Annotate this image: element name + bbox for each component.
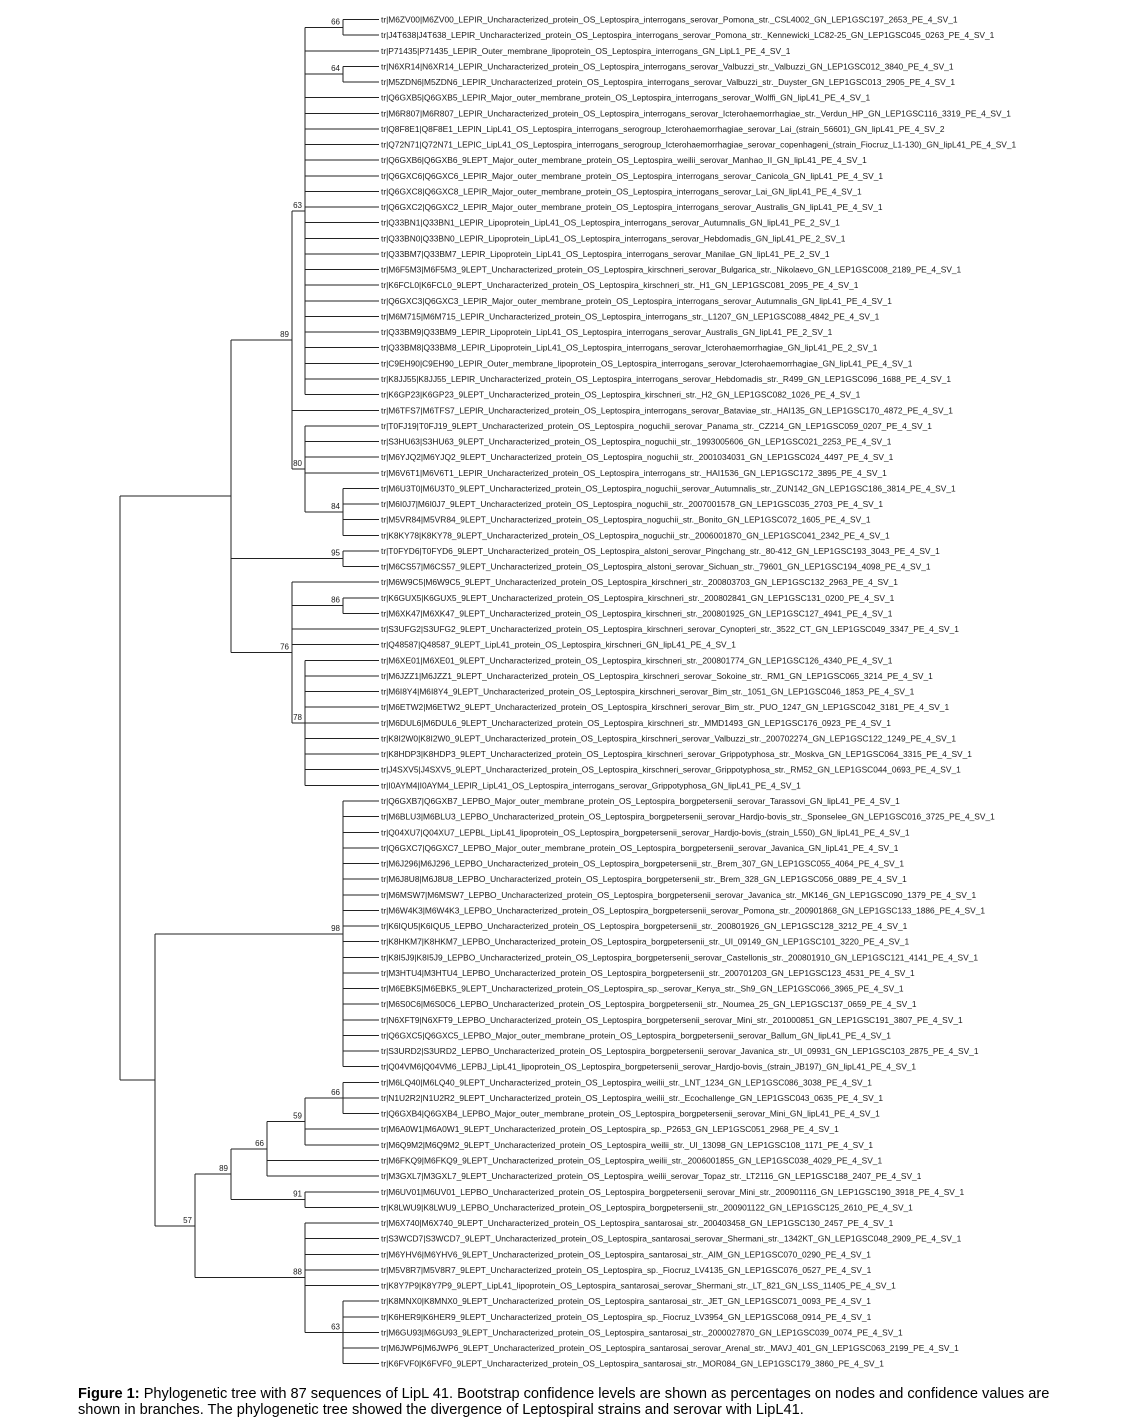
leaf-label: tr|M6LQ40|M6LQ40_9LEPT_Uncharacterized_protein_OS_Leptospira_weilii_str._LNT_1234_GN_LEP1GSC086_3038_PE_4_SV_1 bbox=[381, 1077, 872, 1088]
leaf-label: tr|S3URD2|S3URD2_LEPBO_Uncharacterized_protein_OS_Leptospira_borgpetersenii_serovar_Javanica_str._UI_09931_GN_LEP1GSC103_2875_PE_4_SV_1 bbox=[381, 1046, 979, 1057]
leaf-label: tr|Q6GXC6|Q6GXC6_LEPIR_Major_outer_membrane_protein_OS_Leptospira_interrogans_serovar_Canicola_GN_lipL41_PE_4_SV_1 bbox=[381, 170, 884, 181]
leaf-label: tr|Q6GXC7|Q6GXC7_LEPBO_Major_outer_membrane_protein_OS_Leptospira_borgpetersenii_serovar_Javanica_GN_lipL41_PE_4_SV_1 bbox=[381, 842, 899, 853]
leaf-label: tr|T0FJ19|T0FJ19_9LEPT_Uncharacterized_protein_OS_Leptospira_noguchii_serovar_Panama_str._CZ214_GN_LEP1GSC059_0207_PE_4_SV_1 bbox=[381, 420, 932, 431]
leaf-label: tr|Q6GXC5|Q6GXC5_LEPBO_Major_outer_membrane_protein_OS_Leptospira_borgpetersenii_serovar_Ballum_GN_lipL41_PE_4_SV_1 bbox=[381, 1030, 891, 1041]
caption-text: Phylogenetic tree with 87 sequences of LipL 41. Bootstrap confidence levels are shown as percentages on nodes and confidence values are shown in branches. The phylogenetic tree showed the divergence of Leptospiral strains and serovar with LipL41. bbox=[78, 1386, 1050, 1418]
leaf-label: tr|M5V8R7|M5V8R7_9LEPT_Uncharacterized_protein_OS_Leptospira_sp._Fiocruz_LV4135_GN_LEP1GSC076_0527_PE_4_SV_1 bbox=[381, 1264, 872, 1275]
leaf-label: tr|Q33BM7|Q33BM7_LEPIR_Lipoprotein_LipL41_OS_Leptospira_interrogans_serovar_Manilae_GN_lipL41_PE_2_SV_1 bbox=[381, 248, 830, 259]
bootstrap-value: 95 bbox=[331, 548, 340, 558]
leaf-label: tr|Q33BN1|Q33BN1_LEPIR_Lipoprotein_LipL41_OS_Leptospira_interrogans_serovar_Autumnalis_GN_lipL41_PE_2_SV_1 bbox=[381, 217, 840, 228]
bootstrap-value: 98 bbox=[331, 923, 340, 933]
leaf-label: tr|M6MSW7|M6MSW7_LEPBO_Uncharacterized_protein_OS_Leptospira_borgpetersenii_serovar_Javanica_str._MK146_GN_LEP1GSC090_1379_PE_4_SV_1 bbox=[381, 889, 977, 900]
leaf-label: tr|Q48587|Q48587_9LEPT_LipL41_protein_OS_Leptospira_kirschneri_GN_lipL41_PE_4_SV_1 bbox=[381, 639, 736, 650]
leaf-label: tr|M6DUL6|M6DUL6_9LEPT_Uncharacterized_protein_OS_Leptospira_kirschneri_str._MMD1493_GN_LEP1GSC176_0923_PE_4_SV_1 bbox=[381, 717, 891, 728]
leaf-label: tr|M3GXL7|M3GXL7_9LEPT_Uncharacterized_protein_OS_Leptospira_weilii_serovar_Topaz_str._LT2116_GN_LEP1GSC188_2407_PE_4_SV_1 bbox=[381, 1171, 922, 1182]
leaf-label: tr|M3HTU4|M3HTU4_LEPBO_Uncharacterized_protein_OS_Leptospira_borgpetersenii_str._200701203_GN_LEP1GSC123_4531_PE_4_SV_1 bbox=[381, 967, 915, 978]
leaf-label: tr|K8JJ55|K8JJ55_LEPIR_Uncharacterized_protein_OS_Leptospira_interrogans_serovar_Hebdomadis_str._R499_GN_LEP1GSC096_1688_PE_4_SV_1 bbox=[381, 373, 952, 384]
leaf-label: tr|M6R807|M6R807_LEPIR_Uncharacterized_protein_OS_Leptospira_interrogans_serovar_Icterohaemorrhagiae_str._Verdun_HP_GN_LEP1GSC116_3319_PE_4_SV_1 bbox=[381, 108, 1011, 119]
leaf-label: tr|M6J8U8|M6J8U8_LEPBO_Uncharacterized_protein_OS_Leptospira_borgpetersenii_str._Brem_328_GN_LEP1GSC056_0889_PE_4_SV_1 bbox=[381, 874, 907, 885]
leaf-label: tr|Q6GXB7|Q6GXB7_LEPBO_Major_outer_membrane_protein_OS_Leptospira_borgpetersenii_serovar_Tarassovi_GN_lipL41_PE_4_SV_1 bbox=[381, 796, 900, 806]
leaf-label: tr|N6XR14|N6XR14_LEPIR_Uncharacterized_protein_OS_Leptospira_interrogans_serovar_Valbuzzi_str._Valbuzzi_GN_LEP1GSC012_3840_PE_4_SV_1 bbox=[381, 61, 954, 72]
bootstrap-value: 89 bbox=[280, 329, 289, 339]
leaf-label: tr|M6W9C5|M6W9C5_9LEPT_Uncharacterized_protein_OS_Leptospira_kirschneri_str._200803703_GN_LEP1GSC132_2963_PE_4_SV_1 bbox=[381, 577, 898, 588]
leaf-label: tr|K8MNX0|K8MNX0_9LEPT_Uncharacterized_protein_OS_Leptospira_santarosai_str._JET_GN_LEP1GSC071_0093_PE_4_SV_1 bbox=[381, 1296, 871, 1307]
leaf-label: tr|J4SXV5|J4SXV5_9LEPT_Uncharacterized_protein_OS_Leptospira_kirschneri_serovar_Grippotyphosa_str._RM52_GN_LEP1GSC044_0693_PE_4_SV_1 bbox=[381, 764, 961, 775]
leaf-label: tr|K8HKM7|K8HKM7_LEPBO_Uncharacterized_protein_OS_Leptospira_borgpetersenii_str._UI_09149_GN_LEP1GSC101_3220_PE_4_SV_1 bbox=[381, 936, 910, 947]
bootstrap-value: 80 bbox=[293, 458, 302, 468]
leaf-label: tr|M6JZZ1|M6JZZ1_9LEPT_Uncharacterized_protein_OS_Leptospira_kirschneri_serovar_Sokoine_str._RM1_GN_LEP1GSC065_3214_PE_4_SV_1 bbox=[381, 670, 933, 681]
bootstrap-value: 89 bbox=[219, 1164, 228, 1174]
leaf-label: tr|Q6GXC2|Q6GXC2_LEPIR_Major_outer_membrane_protein_OS_Leptospira_interrogans_serovar_Australis_GN_lipL41_PE_4_SV_1 bbox=[381, 202, 883, 213]
bootstrap-value: 78 bbox=[293, 712, 302, 722]
bootstrap-value: 63 bbox=[293, 200, 302, 210]
leaf-label: tr|C9EH90|C9EH90_LEPIR_Outer_membrane_lipoprotein_OS_Leptospira_interrogans_serovar_Icterohaemorrhagiae_GN_lipL41_PE_4_SV_1 bbox=[381, 358, 913, 369]
leaf-label: tr|K8KY78|K8KY78_9LEPT_Uncharacterized_protein_OS_Leptospira_noguchii_str._2006001870_GN_LEP1GSC041_2342_PE_4_SV_1 bbox=[381, 530, 890, 541]
leaf-label: tr|M6J296|M6J296_LEPBO_Uncharacterized_protein_OS_Leptospira_borgpetersenii_str._Brem_307_GN_LEP1GSC055_4064_PE_4_SV_1 bbox=[381, 858, 904, 869]
leaf-label: tr|Q6GXB4|Q6GXB4_LEPBO_Major_outer_membrane_protein_OS_Leptospira_borgpetersenii_serovar_Mini_GN_lipL41_PE_4_SV_1 bbox=[381, 1108, 880, 1119]
leaf-label: tr|S3WCD7|S3WCD7_9LEPT_Uncharacterized_protein_OS_Leptospira_santarosai_serovar_Shermani_str._1342KT_GN_LEP1GSC048_2909_PE_4_SV_1 bbox=[381, 1233, 962, 1244]
leaf-label: tr|Q8F8E1|Q8F8E1_LEPIN_LipL41_OS_Leptospira_interrogans_serogroup_Icterohaemorrhagiae_serovar_Lai_(strain_56601)_GN_lipL41_PE_4_SV_2 bbox=[381, 123, 945, 134]
bootstrap-value: 66 bbox=[255, 1138, 264, 1148]
bootstrap-value: 66 bbox=[331, 1087, 340, 1097]
leaf-label: tr|M6JWP6|M6JWP6_9LEPT_Uncharacterized_protein_OS_Leptospira_santarosai_serovar_Arenal_str._MAVJ_401_GN_LEP1GSC063_2199_PE_4_SV_1 bbox=[381, 1343, 959, 1354]
leaf-label: tr|Q04VM6|Q04VM6_LEPBJ_LipL41_lipoprotein_OS_Leptospira_borgpetersenii_serovar_Hardjo-bovis_(strain_JB197)_GN_lipL41_PE_4_SV_1 bbox=[381, 1061, 917, 1072]
leaf-label: tr|M6UV01|M6UV01_LEPBO_Uncharacterized_protein_OS_Leptospira_borgpetersenii_serovar_Mini_str._200901116_GN_LEP1GSC190_3918_PE_4_SV_1 bbox=[381, 1186, 965, 1197]
leaf-label: tr|S3HU63|S3HU63_9LEPT_Uncharacterized_protein_OS_Leptospira_noguchii_str._1993005606_GN_LEP1GSC021_2253_PE_4_SV_1 bbox=[381, 436, 892, 447]
leaf-label: tr|K8LWU9|K8LWU9_LEPBO_Uncharacterized_protein_OS_Leptospira_borgpetersenii_str._200901122_GN_LEP1GSC125_2610_PE_4_SV_1 bbox=[381, 1202, 913, 1213]
leaf-label: tr|K8I2W0|K8I2W0_9LEPT_Uncharacterized_protein_OS_Leptospira_kirschneri_serovar_Valbuzzi_str._200702274_GN_LEP1GSC122_1249_PE_4_SV_1 bbox=[381, 733, 956, 744]
bootstrap-value: 91 bbox=[293, 1189, 302, 1199]
leaf-label: tr|Q33BM9|Q33BM9_LEPIR_Lipoprotein_LipL41_OS_Leptospira_interrogans_serovar_Australis_GN_lipL41_PE_2_SV_1 bbox=[381, 327, 833, 338]
bootstrap-value: 57 bbox=[183, 1215, 192, 1225]
leaf-label: tr|M6S0C6|M6S0C6_LEPBO_Uncharacterized_protein_OS_Leptospira_borgpetersenii_str._Noumea_25_GN_LEP1GSC137_0659_PE_4_SV_1 bbox=[381, 999, 917, 1010]
leaf-label: tr|M6ETW2|M6ETW2_9LEPT_Uncharacterized_protein_OS_Leptospira_kirschneri_serovar_Bim_str._PUO_1247_GN_LEP1GSC042_3181_PE_4_SV_1 bbox=[381, 702, 950, 713]
caption-label: Figure 1: bbox=[78, 1386, 140, 1402]
leaf-label: tr|J4T638|J4T638_LEPIR_Uncharacterized_protein_OS_Leptospira_interrogans_serovar_Pomona_str._Kennewicki_LC82-25_GN_LEP1GSC045_0263_PE_4_SV_1 bbox=[381, 30, 995, 41]
leaf-label: tr|M6GU93|M6GU93_9LEPT_Uncharacterized_protein_OS_Leptospira_santarosai_str._2000027870_GN_LEP1GSC039_0074_PE_4_SV_1 bbox=[381, 1327, 903, 1338]
leaf-label: tr|M6FKQ9|M6FKQ9_9LEPT_Uncharacterized_protein_OS_Leptospira_weilii_str._2006001855_GN_LEP1GSC038_4029_PE_4_SV_1 bbox=[381, 1155, 883, 1166]
bootstrap-value: 63 bbox=[331, 1322, 340, 1332]
leaf-label: tr|Q6GXB6|Q6GXB6_9LEPT_Major_outer_membrane_protein_OS_Leptospira_weilii_serovar_Manhao_II_GN_lipL41_PE_4_SV_1 bbox=[381, 155, 867, 166]
leaf-label: tr|P71435|P71435_LEPIR_Outer_membrane_lipoprotein_OS_Leptospira_interrogans_GN_LipL1_PE_4_SV_1 bbox=[381, 45, 791, 56]
figure-caption bbox=[78, 1386, 1078, 1418]
leaf-label: tr|K8HDP3|K8HDP3_9LEPT_Uncharacterized_protein_OS_Leptospira_kirschneri_serovar_Grippotyphosa_str._Moskva_GN_LEP1GSC064_3315_PE_4_SV_1 bbox=[381, 749, 972, 760]
leaf-label: tr|M6BLU3|M6BLU3_LEPBO_Uncharacterized_protein_OS_Leptospira_borgpetersenii_serovar_Hardjo-bovis_str._Sponselee_GN_LEP1GSC016_3725_PE_4_SV_1 bbox=[381, 811, 995, 822]
leaf-label: tr|K6HER9|K6HER9_9LEPT_Uncharacterized_protein_OS_Leptospira_sp._Fiocruz_LV3954_GN_LEP1GSC068_0914_PE_4_SV_1 bbox=[381, 1311, 872, 1322]
leaf-label: tr|T0FYD6|T0FYD6_9LEPT_Uncharacterized_protein_OS_Leptospira_alstoni_serovar_Pingchang_str._80-412_GN_LEP1GSC193_3043_PE_4_SV_1 bbox=[381, 545, 940, 556]
leaf-label: tr|Q33BM8|Q33BM8_LEPIR_Lipoprotein_LipL41_OS_Leptospira_interrogans_serovar_Icterohaemorrhagiae_GN_lipL41_PE_2_SV_1 bbox=[381, 342, 878, 353]
leaf-label: tr|Q6GXC3|Q6GXC3_LEPIR_Major_outer_membrane_protein_OS_Leptospira_interrogans_serovar_Autumnalis_GN_lipL41_PE_4_SV_1 bbox=[381, 295, 892, 306]
leaf-label: tr|Q6GXC8|Q6GXC8_LEPIR_Major_outer_membrane_protein_OS_Leptospira_interrogans_serovar_Lai_GN_lipL41_PE_4_SV_1 bbox=[381, 186, 862, 197]
leaf-label: tr|Q72N71|Q72N71_LEPIC_LipL41_OS_Leptospira_interrogans_serogroup_Icterohaemorrhagiae_serovar_copenhageni_(strain_Fiocruz_L1-130)_GN_lipL41_PE_4_SV_1 bbox=[381, 139, 1017, 150]
leaf-label: tr|N1U2R2|N1U2R2_9LEPT_Uncharacterized_protein_OS_Leptospira_weilii_str._Ecochallenge_GN_LEP1GSC043_0635_PE_4_SV_1 bbox=[381, 1092, 884, 1103]
leaf-label: tr|Q33BN0|Q33BN0_LEPIR_Lipoprotein_LipL41_OS_Leptospira_interrogans_serovar_Hebdomadis_GN_lipL41_PE_2_SV_1 bbox=[381, 233, 846, 244]
leaf-label: tr|K8I5J9|K8I5J9_LEPBO_Uncharacterized_protein_OS_Leptospira_borgpetersenii_serovar_Castellonis_str._200801910_GN_LEP1GSC121_4141_PE_4_SV_1 bbox=[381, 952, 979, 963]
leaf-label: tr|M6CS57|M6CS57_9LEPT_Uncharacterized_protein_OS_Leptospira_alstoni_serovar_Sichuan_str._79601_GN_LEP1GSC194_4098_PE_4_SV_1 bbox=[381, 561, 931, 572]
leaf-label: tr|Q04XU7|Q04XU7_LEPBL_LipL41_lipoprotein_OS_Leptospira_borgpetersenii_serovar_Hardjo-bovis_(strain_L550)_GN_lipL41_PE_4_SV_1 bbox=[381, 827, 910, 838]
bootstrap-value: 66 bbox=[331, 17, 340, 27]
bootstrap-value: 76 bbox=[280, 642, 289, 652]
leaf-label: tr|M5VR84|M5VR84_9LEPT_Uncharacterized_protein_OS_Leptospira_noguchii_str._Bonito_GN_LEP1GSC072_1605_PE_4_SV_1 bbox=[381, 514, 871, 525]
leaf-label: tr|K6FCL0|K6FCL0_9LEPT_Uncharacterized_protein_OS_Leptospira_kirschneri_str._H1_GN_LEP1GSC081_2095_PE_4_SV_1 bbox=[381, 280, 859, 291]
leaf-label: tr|M6TFS7|M6TFS7_LEPIR_Uncharacterized_protein_OS_Leptospira_interrogans_serovar_Bataviae_str._HAI135_GN_LEP1GSC170_4872_PE_4_SV_1 bbox=[381, 405, 953, 416]
bootstrap-value: 64 bbox=[331, 64, 340, 74]
bootstrap-value: 84 bbox=[331, 501, 340, 511]
leaf-label: tr|M6XK47|M6XK47_9LEPT_Uncharacterized_protein_OS_Leptospira_kirschneri_str._200801925_GN_LEP1GSC127_4941_PE_4_SV_1 bbox=[381, 608, 893, 619]
leaf-label: tr|K6GUX5|K6GUX5_9LEPT_Uncharacterized_protein_OS_Leptospira_kirschneri_str._200802841_GN_LEP1GSC131_0200_PE_4_SV_1 bbox=[381, 592, 895, 603]
bootstrap-value: 86 bbox=[331, 595, 340, 605]
leaf-label: tr|M6YHV6|M6YHV6_9LEPT_Uncharacterized_protein_OS_Leptospira_santarosai_str._AIM_GN_LEP1GSC070_0290_PE_4_SV_1 bbox=[381, 1249, 871, 1260]
leaf-label: tr|M6I0J7|M6I0J7_9LEPT_Uncharacterized_protein_OS_Leptospira_noguchii_str._2007001578_GN_LEP1GSC035_2703_PE_4_SV_1 bbox=[381, 499, 884, 510]
leaf-label: tr|M6F5M3|M6F5M3_9LEPT_Uncharacterized_protein_OS_Leptospira_kirschneri_serovar_Bulgarica_str._Nikolaevo_GN_LEP1GSC008_2189_PE_4_SV_1 bbox=[381, 264, 962, 275]
leaf-label: tr|M6XE01|M6XE01_9LEPT_Uncharacterized_protein_OS_Leptospira_kirschneri_str._200801774_GN_LEP1GSC126_4340_PE_4_SV_1 bbox=[381, 655, 893, 666]
bootstrap-value: 88 bbox=[293, 1267, 302, 1277]
leaf-label: tr|K8Y7P9|K8Y7P9_9LEPT_LipL41_lipoprotein_OS_Leptospira_santarosai_serovar_Shermani_str._LT_821_GN_LSS_11405_PE_4_SV_1 bbox=[381, 1280, 896, 1291]
leaf-label: tr|M6Q9M2|M6Q9M2_9LEPT_Uncharacterized_protein_OS_Leptospira_weilii_str._UI_13098_GN_LEP1GSC108_1171_PE_4_SV_1 bbox=[381, 1139, 874, 1150]
leaf-label: tr|S3UFG2|S3UFG2_9LEPT_Uncharacterized_protein_OS_Leptospira_kirschneri_serovar_Cynopteri_str._3522_CT_GN_LEP1GSC049_3347_PE_4_SV_1 bbox=[381, 624, 959, 635]
leaf-label: tr|M6I8Y4|M6I8Y4_9LEPT_Uncharacterized_protein_OS_Leptospira_kirschneri_serovar_Bim_str._1051_GN_LEP1GSC046_1853_PE_4_SV_1 bbox=[381, 686, 915, 697]
leaf-label: tr|M6ZV00|M6ZV00_LEPIR_Uncharacterized_protein_OS_Leptospira_interrogans_serovar_Pomona_str._CSL4002_GN_LEP1GSC197_2653_PE_4_SV_1 bbox=[381, 14, 958, 25]
leaf-label: tr|M6YJQ2|M6YJQ2_9LEPT_Uncharacterized_protein_OS_Leptospira_noguchii_str._2001034031_GN_LEP1GSC024_4497_PE_4_SV_1 bbox=[381, 452, 894, 463]
leaf-label: tr|M6A0W1|M6A0W1_9LEPT_Uncharacterized_protein_OS_Leptospira_sp._P2653_GN_LEP1GSC051_2968_PE_4_SV_1 bbox=[381, 1124, 839, 1135]
leaf-label: tr|M6V6T1|M6V6T1_LEPIR_Uncharacterized_protein_OS_Leptospira_interrogans_str._HAI1536_GN_LEP1GSC172_3895_PE_4_SV_1 bbox=[381, 467, 887, 478]
leaf-label: tr|M6M715|M6M715_LEPIR_Uncharacterized_protein_OS_Leptospira_interrogans_str._L1207_GN_LEP1GSC088_4842_PE_4_SV_1 bbox=[381, 311, 880, 322]
leaf-label: tr|M5ZDN6|M5ZDN6_LEPIR_Uncharacterized_protein_OS_Leptospira_interrogans_serovar_Valbuzzi_str._Duyster_GN_LEP1GSC013_2905_PE_4_SV_1 bbox=[381, 77, 956, 88]
leaf-label: tr|M6EBK5|M6EBK5_9LEPT_Uncharacterized_protein_OS_Leptospira_sp._serovar_Kenya_str._Sh9_GN_LEP1GSC066_3965_PE_4_SV_1 bbox=[381, 983, 904, 994]
leaf-label: tr|I0AYM4|I0AYM4_LEPIR_LipL41_OS_Leptospira_interrogans_serovar_Grippotyphosa_GN_lipL41_PE_4_SV_1 bbox=[381, 780, 801, 791]
leaf-label: tr|M6U3T0|M6U3T0_9LEPT_Uncharacterized_protein_OS_Leptospira_noguchii_serovar_Autumnalis_str._ZUN142_GN_LEP1GSC186_3814_PE_4_SV_1 bbox=[381, 483, 956, 494]
leaf-label: tr|Q6GXB5|Q6GXB5_LEPIR_Major_outer_membrane_protein_OS_Leptospira_interrogans_serovar_Wolffi_GN_lipL41_PE_4_SV_1 bbox=[381, 92, 871, 103]
leaf-label: tr|M6W4K3|M6W4K3_LEPBO_Uncharacterized_protein_OS_Leptospira_borgpetersenii_serovar_Pomona_str._200901868_GN_LEP1GSC133_1886_PE_4_SV_1 bbox=[381, 905, 986, 916]
bootstrap-value: 59 bbox=[293, 1111, 302, 1121]
leaf-label: tr|K6FVF0|K6FVF0_9LEPT_Uncharacterized_protein_OS_Leptospira_santarosai_str._MOR084_GN_LEP1GSC179_3860_PE_4_SV_1 bbox=[381, 1358, 884, 1369]
leaf-label: tr|N6XFT9|N6XFT9_LEPBO_Uncharacterized_protein_OS_Leptospira_borgpetersenii_serovar_Mini_str._201000851_GN_LEP1GSC191_3807_PE_4_SV_1 bbox=[381, 1014, 963, 1025]
leaf-label: tr|K6IQU5|K6IQU5_LEPBO_Uncharacterized_protein_OS_Leptospira_borgpetersenii_str._200801926_GN_LEP1GSC128_3212_PE_4_SV_1 bbox=[381, 921, 908, 932]
leaf-label: tr|M6X740|M6X740_9LEPT_Uncharacterized_protein_OS_Leptospira_santarosai_str._200403458_GN_LEP1GSC130_2457_PE_4_SV_1 bbox=[381, 1218, 894, 1229]
leaf-label: tr|K6GP23|K6GP23_9LEPT_Uncharacterized_protein_OS_Leptospira_kirschneri_str._H2_GN_LEP1GSC082_1026_PE_4_SV_1 bbox=[381, 389, 861, 400]
